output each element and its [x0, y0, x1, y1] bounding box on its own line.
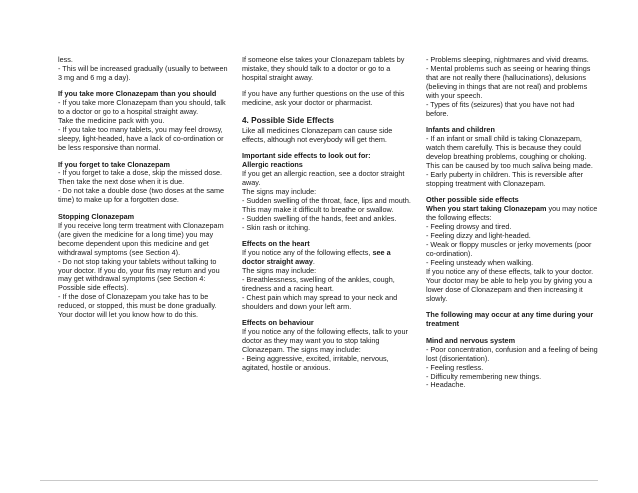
paragraph-questions [242, 90, 414, 108]
text-intro: less. [58, 55, 73, 64]
text-stopping-3: - If the dose of Clonazepam you take has to be reduced, or stopped, this must be done gradually. Your doctor will let you know how to do this. [58, 292, 217, 320]
text-stopping-1: If you receive long term treatment with Clonazepam (are given the medicine for a long time) you may become dependent upon this medicine and get withdrawal symptoms (see Section 4). [58, 220, 224, 257]
column-2 [242, 56, 414, 381]
paragraph-too-much [58, 90, 228, 153]
text-problems-2: - Mental problems such as seeing or hearing things that are not really there (hallucinations), delusions (believing in things that are not real) and problems with your speech. [426, 63, 591, 100]
paragraph-anytime [426, 311, 598, 329]
text-problems-3: - Types of fits (seizures) that you have not had before. [426, 99, 575, 118]
paragraph-problems [426, 56, 598, 119]
text-too-much-3: - If you take too many tablets, you may feel drowsy, sleepy, light-headed, have a lack of co-ordination or be less responsive than normal. [58, 125, 224, 153]
text-problems-1: - Problems sleeping, nightmares and vivid dreams. [426, 55, 589, 64]
text-mind-3: - Difficulty remembering new things. [426, 371, 542, 381]
heading-heart: Effects on the heart [242, 239, 310, 249]
text-forget-1: - If you forget to take a dose, skip the missed dose. Then take the next dose when it is due. [58, 168, 223, 187]
paragraph-stopping [58, 213, 228, 320]
heading-forget: If you forget to take Clonazepam [58, 159, 170, 169]
heading-allergic: Allergic reactions [242, 160, 303, 170]
heading-anytime: The following may occur at any time during your treatment [426, 310, 594, 329]
text-heart-4: - Chest pain which may spread to your neck and shoulders and down your left arm. [242, 292, 398, 311]
text-allergic-1: If you get an allergic reaction, see a doctor straight away. [242, 169, 405, 188]
text-start-5: If you notice any of these effects, talk to your doctor. Your doctor may be able to help you by giving you a lower dose of Clonazepam and then increasing it slowly. [426, 266, 594, 303]
text-start-4: - Feeling unsteady when walking. [426, 258, 534, 268]
paragraph-section-4-intro [242, 127, 414, 145]
text-allergic-3: - Sudden swelling of the throat, face, lips and mouth. This may make it difficult to breathe or swallow. [242, 195, 411, 214]
paragraph-forget [58, 161, 228, 206]
text-too-much-1: - If you take more Clonazepam than you should, talk to a doctor or go to a hospital straight away. [58, 98, 226, 117]
text-infants-1: - If an infant or small child is taking Clonazepam, watch them carefully. This is because they could develop breathing problems, coughing or choking. This can be caused by too much saliva being made. [426, 134, 593, 170]
column-1 [58, 56, 228, 328]
paragraph-someone-else [242, 56, 414, 83]
text-allergic-4: - Sudden swelling of the hands, feet and ankles. [242, 213, 397, 223]
text-behaviour-1: If you notice any of the following effects, talk to your doctor as they may want you to stop taking Clonazepam. The signs may include: [242, 327, 408, 355]
paragraph-heart [242, 240, 414, 312]
text-too-much-2: Take the medicine pack with you. [58, 116, 165, 126]
text-dose-increase: - This will be increased gradually (usually to between 3 mg and 6 mg a day). [58, 63, 228, 82]
text-someone-else: If someone else takes your Clonazepam tablets by mistake, they should talk to a doctor or go to a hospital straight away. [242, 55, 405, 82]
footer-rule [40, 480, 598, 481]
text-heart-1c: . [312, 257, 315, 267]
paragraph-infants [426, 126, 598, 189]
heading-too-much: If you take more Clonazepam than you should [58, 89, 217, 99]
text-section-4-intro: Like all medicines Clonazepam can cause side effects, although not everybody will get them. [242, 125, 393, 144]
paragraph-allergic [242, 152, 414, 233]
text-start-heading-b: you may notice the following effects: [426, 204, 598, 223]
paragraph-behaviour [242, 319, 414, 373]
text-heart-1 [242, 249, 414, 267]
text-heart-1b: see a doctor straight away [242, 248, 391, 267]
text-heart-3: - Breathlessness, swelling of the ankles, cough, tiredness and a racing heart. [242, 275, 395, 294]
text-questions: If you have any further questions on the use of this medicine, ask your doctor or pharmacist. [242, 89, 405, 108]
section-4-title: 4. Possible Side Effects [242, 115, 334, 125]
heading-behaviour: Effects on behaviour [242, 318, 314, 328]
paragraph-dose-increase [58, 56, 228, 83]
text-start-2: - Feeling dizzy and light-headed. [426, 231, 531, 241]
paragraph-mind [426, 337, 598, 391]
text-start-1: - Feeling drowsy and tired. [426, 222, 512, 232]
text-start-heading-a: When you start taking Clonazepam [426, 204, 547, 214]
paragraph-other-effects [426, 196, 598, 303]
text-infants-2: - Early puberty in children. This is reversible after stopping treatment with Clonazepam. [426, 169, 584, 188]
text-stopping-2: - Do not stop taking your tablets without talking to your doctor. If you do, your fits may return and you may get withdrawal symptoms (see Section 4: Possible side effects). [58, 256, 220, 293]
text-heart-1a: If you notice any of the following effects, [242, 248, 373, 258]
text-start-3: - Weak or floppy muscles or jerky movements (poor co-ordination). [426, 240, 592, 259]
text-mind-1: - Poor concentration, confusion and a feeling of being lost (disorientation). [426, 344, 598, 363]
text-start-heading [426, 205, 598, 223]
text-allergic-2: The signs may include: [242, 186, 317, 196]
heading-important: Important side effects to look out for: [242, 151, 371, 161]
heading-infants: Infants and children [426, 125, 495, 135]
column-3 [426, 56, 598, 398]
text-behaviour-2: - Being aggressive, excited, irritable, nervous, agitated, hostile or anxious. [242, 354, 389, 373]
text-forget-2: - Do not take a double dose (two doses at the same time) to make up for a forgotten dose. [58, 186, 225, 205]
heading-mind: Mind and nervous system [426, 335, 516, 345]
text-mind-2: - Feeling restless. [426, 362, 484, 372]
text-heart-2: The signs may include: [242, 266, 317, 276]
heading-stopping: Stopping Clonazepam [58, 211, 135, 221]
text-mind-4: - Headache. [426, 380, 466, 390]
text-allergic-5: - Skin rash or itching. [242, 222, 311, 232]
heading-other-effects: Other possible side effects [426, 195, 519, 205]
